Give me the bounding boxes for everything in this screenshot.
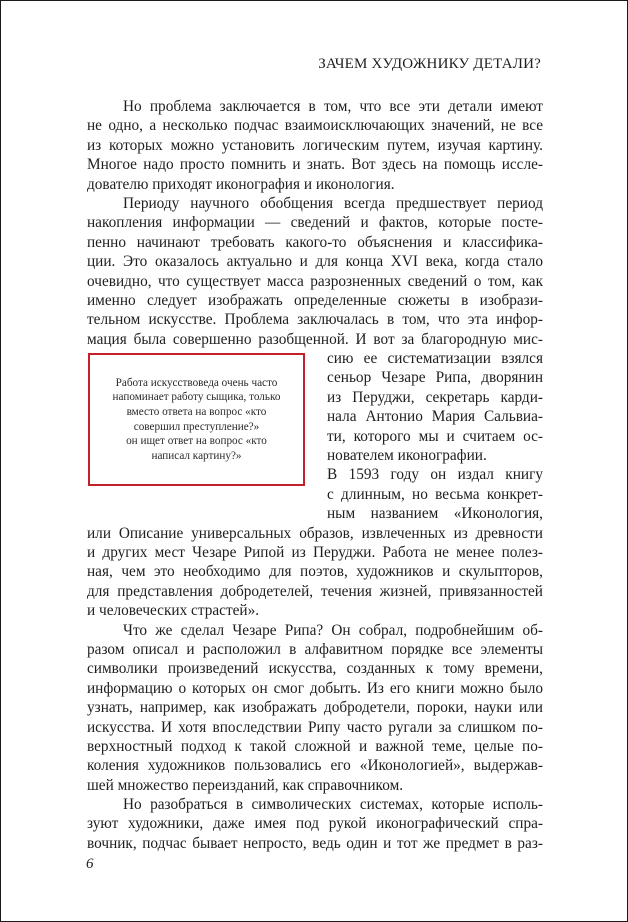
body-line: вочник, подчас бывает непросто, ведь один и тот же предмет в раз- [87, 834, 543, 852]
body-line: и человеческих страстей». [87, 602, 260, 620]
body-line: и других мест Чезаре Рипой из Перуджи. Работа не менее полез- [87, 543, 543, 561]
body-line: тельном искусстве. Проблема заключалась в том, что эта инфор- [87, 311, 543, 329]
pull-quote-line: написал картину?» [151, 449, 242, 462]
body-line: нала Антонио Мария Сальвиа- [327, 408, 543, 426]
body-line: дователю приходят иконография и иконология. [87, 175, 395, 193]
pull-quote-line: Работа искусствоведа очень часто [115, 376, 278, 389]
running-header: ЗАЧЕМ ХУДОЖНИКУ ДЕТАЛИ? [318, 56, 541, 72]
pull-quote-box [88, 353, 305, 486]
body-line: или Описание универсальных образов, извлеченных из древности [87, 524, 543, 542]
body-line: сию ее систематизации взялся [327, 350, 543, 368]
body-line: Но проблема заключается в том, что все эти детали имеют [123, 98, 543, 115]
body-line: накопления информации — сведений и фактов, которые посте- [87, 214, 543, 232]
body-line: не одно, а несколько подчас взаимоисключающих значений, не все [87, 117, 543, 135]
body-line: ти, которого мы и считаем ос- [327, 427, 543, 445]
pull-quote-line: совершил преступление?» [133, 420, 260, 433]
body-line: очевидно, что существует масса разрозненных сведений о том, как [87, 272, 543, 290]
body-line: с длинным, но весьма конкрет- [327, 485, 543, 503]
pull-quote-line: он ищет ответ на вопрос «кто [126, 435, 267, 448]
body-line: ции. Это оказалось актуально и для конца XVI века, когда стало [87, 253, 543, 271]
body-line: Что же сделал Чезаре Рипа? Он собрал, подробнейшим об- [123, 621, 543, 639]
body-line: ная, чем это необходимо для поэтов, художников и скульпторов, [87, 563, 543, 581]
body-line: пенно начинают требовать какого-то объяснения и классифика- [87, 233, 543, 251]
body-line: Периоду научного обобщения всегда предшествует период [123, 194, 543, 212]
body-line: нователем иконографии. [327, 447, 487, 465]
pull-quote-line: вместо ответа на вопрос «кто [126, 405, 267, 418]
page-number: 6 [86, 856, 94, 872]
body-line: сеньор Чезаре Рипа, дворянин [327, 369, 543, 387]
body-line: из Перуджи, секретарь карди- [327, 388, 543, 406]
body-line: для представления добродетелей, течения жизней, привязанностей [87, 582, 543, 600]
body-line: мация была совершенно разобщенной. И вот за благородную мис- [87, 330, 543, 348]
body-line: коления художников пользовались его «Иконологией», выдержав- [87, 757, 543, 775]
pull-quote-line: напоминает работу сыщика, только [112, 391, 281, 404]
body-line: узнать, например, как изображать добродетели, пороки, науки или [87, 699, 543, 717]
body-line: информацию о которых он смог добыть. Из его книги можно было [87, 679, 543, 697]
body-line: именно следует изображать определенные сюжеты в изобрази- [87, 291, 543, 309]
body-line: зуют художники, даже имея под рукой иконографический спра- [87, 815, 543, 833]
body-line: из которых можно установить логическим путем, изучая картину. [87, 136, 543, 154]
body-line: верхностный подход к такой сложной и важной теме, целые по- [87, 737, 543, 755]
body-line: Многое надо просто помнить и знать. Вот здесь на помощь иссле- [87, 156, 543, 174]
body-line: Но разобраться в символических системах, которые исполь- [123, 796, 543, 814]
body-line: В 1593 году он издал книгу [327, 466, 543, 484]
body-line: разом описал и расположил в алфавитном порядке все элементы [87, 640, 543, 658]
body-line: ным названием «Иконология, [327, 505, 543, 523]
body-line: искусства. И хотя впоследствии Рипу часто ругали за слишком по- [87, 718, 543, 736]
body-line: шей множество переизданий, как справочником. [87, 776, 404, 794]
body-line: символики произведений искусства, созданных к тому времени, [87, 660, 543, 678]
